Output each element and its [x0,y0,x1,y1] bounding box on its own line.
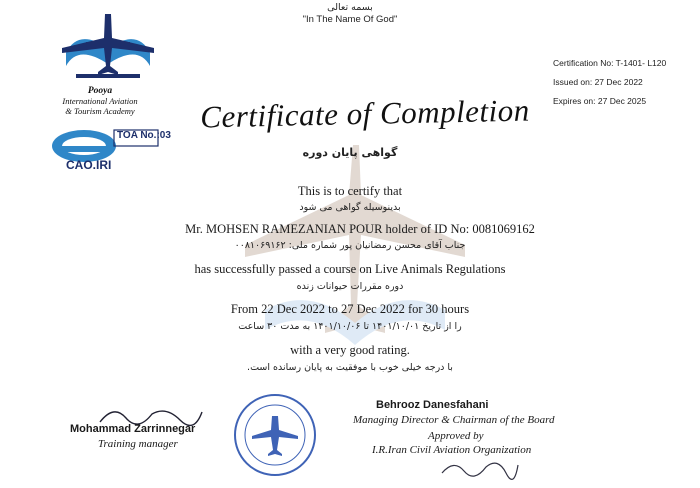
academy-seal-stamp [232,392,318,483]
certificate-title: Certificate of Completion [199,92,530,135]
issued-date: Issued on: 27 Dec 2022 [553,77,643,87]
managing-director-role: Managing Director & Chairman of the Board [353,414,555,426]
academy-name-line1: Pooya [87,86,113,96]
approved-by-text: Approved by [428,430,484,442]
certify-text-persian: بدینوسیله گواهی می شود [299,202,401,213]
course-name-persian: دوره مقررات حیوانات زنده [296,281,404,292]
name-of-god-text: "In The Name Of God" [302,14,398,25]
expiry-date: Expires on: 27 Dec 2025 [553,96,647,106]
academy-name-line3: & Tourism Academy [65,106,135,116]
training-manager-name: Mohammad Zarrinnegar [70,423,196,435]
course-dates-persian: را از تاریخ ۱۴۰۱/۱۰/۰۱ تا ۱۴۰۱/۱۰/۰۶ به مدت ۳۰ ساعت [238,321,462,332]
certification-number: Certification No: T-1401- L120 [553,58,667,68]
toa-number-label: TOA No.:03 [117,130,171,141]
course-dates-text: From 22 Dec 2022 to 27 Dec 2022 for 30 hours [230,302,470,316]
certify-text: This is to certify that [297,184,403,198]
cao-iri-label: CAO.IRI [66,158,112,172]
academy-logo [58,8,158,93]
rating-text-persian: با درجه خیلی خوب با موفقیت به پایان رسانده است. [247,362,453,373]
authority-name: I.R.Iran Civil Aviation Organization [372,444,532,456]
course-passed-text: has successfully passed a course on Live Animals Regulations [194,262,506,276]
academy-name-line2: International Aviation [62,96,138,106]
holder-text-persian: جناب آقای محسن رمضانیان پور شماره ملی: ۰۰۸۱۰۶۹۱۶۲ [234,240,466,251]
right-signature-scribble [440,455,520,488]
holder-text: Mr. MOHSEN RAMEZANIAN POUR holder of ID No: 0081069162 [185,222,535,236]
managing-director-name: Behrooz Danesfahani [376,399,489,411]
training-manager-role: Training manager [98,438,178,450]
rating-text: with a very good rating. [290,343,410,357]
bismillah-text: بسمه تعالی [327,2,373,13]
certificate-title-persian: گواهی پایان دوره [302,146,398,159]
